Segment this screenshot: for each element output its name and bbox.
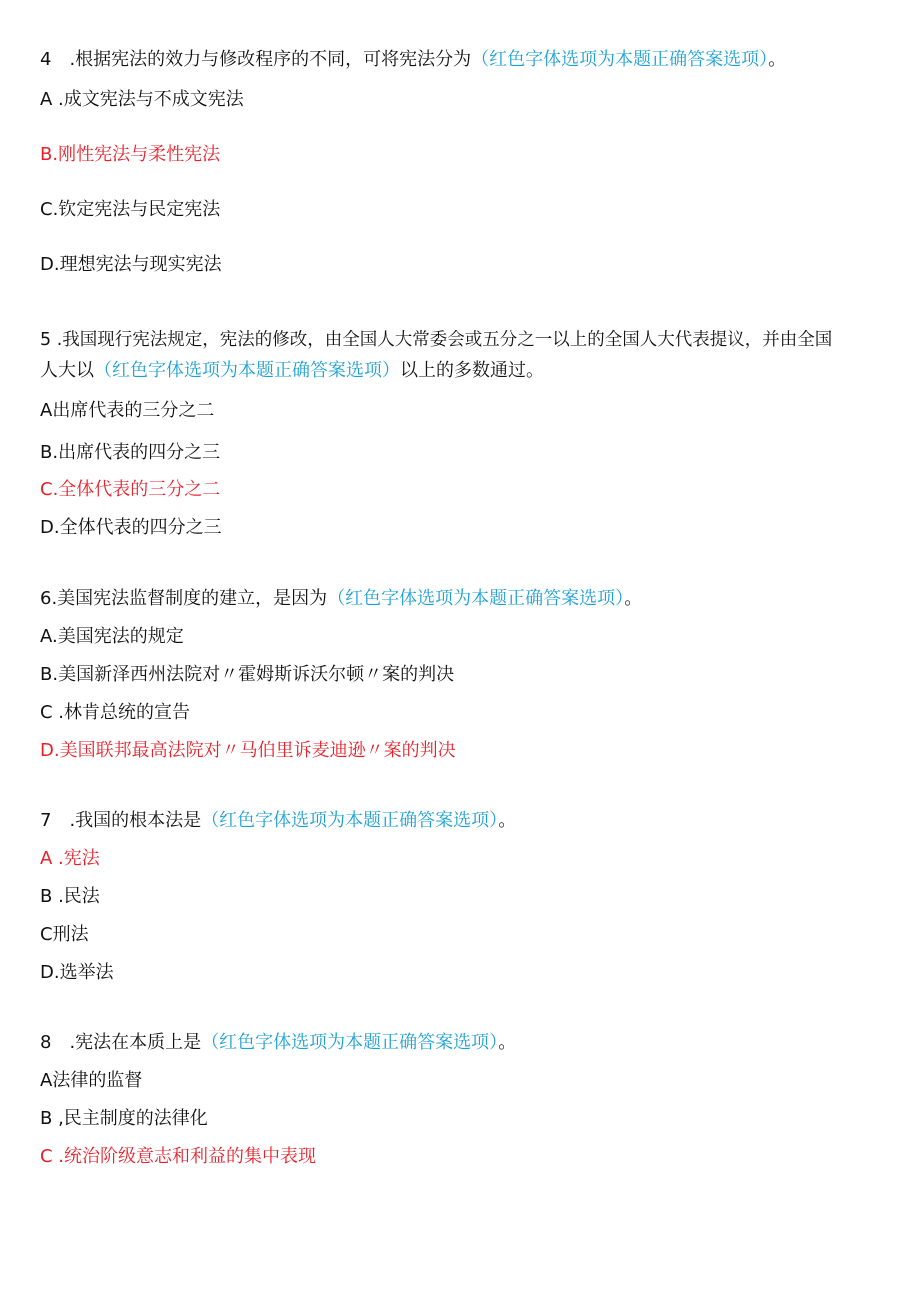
question-7-end: 。	[498, 810, 517, 831]
question-6-stem	[40, 587, 642, 611]
question-4-option-b-correct: B.刚性宪法与柔性宪法	[40, 144, 221, 165]
answer-hint: （红色字体选项为本题正确答案选项）	[201, 810, 499, 831]
question-4-option-a: A .成文宪法与不成文宪法	[40, 89, 244, 110]
question-5-option-b: B.出席代表的四分之三	[40, 442, 221, 463]
question-7-option-b: B .民法	[40, 886, 100, 907]
answer-hint: （红色字体选项为本题正确答案选项）	[327, 588, 625, 609]
question-8-stem	[40, 1031, 516, 1055]
question-8-option-c-correct: C .统治阶级意志和利益的集中表现	[40, 1146, 317, 1167]
question-6-text: 6.美国宪法监督制度的建立，是因为	[40, 588, 328, 609]
question-5-end: 以上的多数通过。	[400, 360, 544, 381]
question-5-option-d: D.全体代表的四分之三	[40, 517, 222, 538]
question-4-end: 。	[768, 49, 787, 70]
question-4-option-c: C.钦定宪法与民定宪法	[40, 199, 221, 220]
question-7-stem	[40, 809, 516, 833]
question-5-option-c-correct: C.全体代表的三分之二	[40, 479, 221, 500]
question-7-option-c: C刑法	[40, 924, 89, 945]
question-5-stem-line-2	[40, 359, 544, 383]
question-6-option-b: B.美国新泽西州法院对〃霍姆斯诉沃尔顿〃案的判决	[40, 664, 455, 685]
question-4-stem	[40, 48, 786, 72]
question-5-text: 人大以	[40, 360, 94, 381]
question-6-option-c: C .林肯总统的宣告	[40, 702, 191, 723]
question-4-text: 4 .根据宪法的效力与修改程序的不同，可将宪法分为	[40, 49, 472, 70]
question-8-option-a: A法律的监督	[40, 1070, 143, 1091]
question-7-text: 7 .我国的根本法是	[40, 810, 202, 831]
question-6-option-a: A.美国宪法的规定	[40, 626, 184, 647]
answer-hint: （红色字体选项为本题正确答案选项）	[201, 1032, 499, 1053]
question-5-stem-line-1: 5 .我国现行宪法规定，宪法的修改，由全国人大常委会或五分之一以上的全国人大代表提议，并由全国	[40, 330, 833, 350]
question-6-option-d-correct: D.美国联邦最高法院对〃马伯里诉麦迪逊〃案的判决	[40, 740, 456, 761]
answer-hint: （红色字体选项为本题正确答案选项）	[471, 49, 769, 70]
question-5-option-a: A出席代表的三分之二	[40, 400, 215, 421]
question-7-option-d: D.选举法	[40, 962, 114, 983]
question-4-option-d: D.理想宪法与现实宪法	[40, 254, 222, 275]
question-8-option-b: B ,民主制度的法律化	[40, 1108, 208, 1129]
question-6-end: 。	[624, 588, 643, 609]
question-8-text: 8 .宪法在本质上是	[40, 1032, 202, 1053]
question-7-option-a-correct: A .宪法	[40, 848, 100, 869]
question-8-end: 。	[498, 1032, 517, 1053]
answer-hint: （红色字体选项为本题正确答案选项）	[94, 360, 400, 381]
